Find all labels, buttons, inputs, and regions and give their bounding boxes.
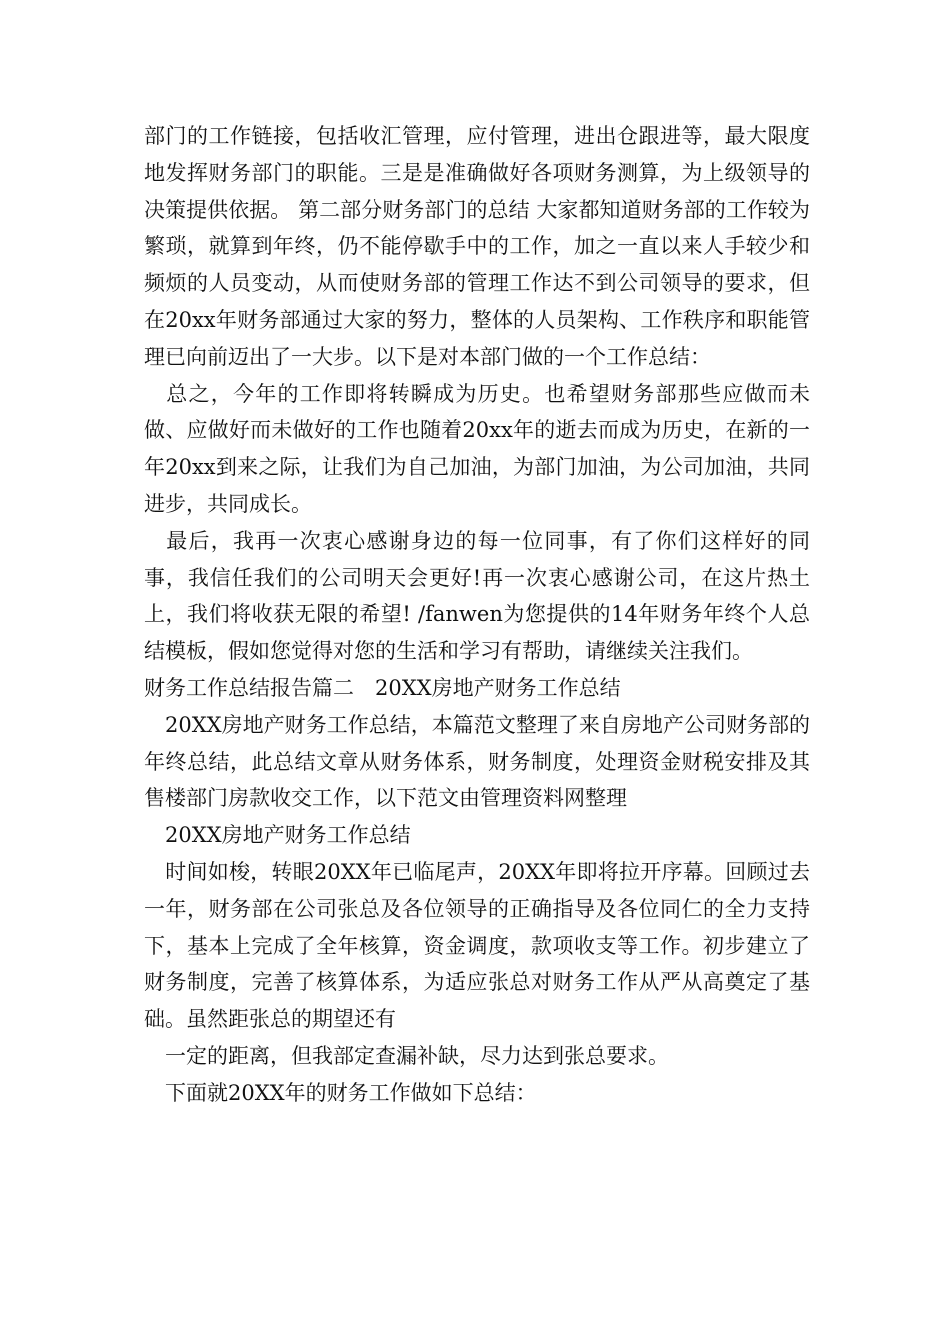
section-heading: 财务工作总结报告篇二 20XX房地产财务工作总结 [144,675,621,700]
subtitle: 20XX房地产财务工作总结 [144,823,411,848]
paragraph-thanks: 最后，我再一次衷心感谢身边的每一位同事，有了你们这样好的同事，我信任我们的公司明天会更好!再一次衷心感谢公司，在这片热土上，我们将收获无限的希望! /fanwen为您提供的14年财务年终个人总结模板，假如您觉得对您的生活和学习有帮助，请继续关注我们。 [144,528,810,664]
paragraph-continuation: 一定的距离，但我部定查漏补缺，尽力达到张总要求。 [144,1043,669,1068]
paragraph-closing: 下面就20XX年的财务工作做如下总结： [144,1080,537,1105]
paragraph-review: 时间如梭，转眼20XX年已临尾声，20XX年即将拉开序幕。回顾过去一年，财务部在公司张总及各位领导的正确指导及各位同仁的全力支持下，基本上完成了全年核算，资金调度，款项收支等工作。初步建立了财务制度，完善了核算体系，为适应张总对财务工作从严从高奠定了基础。虽然距张总的期望还有 [144,859,810,1032]
paragraph-conclusion: 总之，今年的工作即将转瞬成为历史。也希望财务部那些应做而未做、应做好而未做好的工作也随着20xx年的逝去而成为历史，在新的一年20xx到来之际，让我们为自己加油，为部门加油，为公司加油，共同进步，共同成长。 [144,381,810,516]
document-body [144,118,810,1112]
paragraph-department-summary: 部门的工作链接，包括收汇管理，应付管理，进出仓跟进等，最大限度地发挥财务部门的职能。三是是准确做好各项财务测算，为上级领导的决策提供依据。 第二部分财务部门的总结 大家都知道财务部的工作较为繁琐，就算到年终，仍不能停歇手中的工作，加之一直以来人手较少和频烦的人员变动，从而使财务部的管理工作达不到公司领导的要求，但在20xx年财务部通过大家的努力，整体的人员架构、工作秩序和职能管理已向前迈出了一大步。以下是对本部门做的一个工作总结： [144,124,810,369]
paragraph-intro: 20XX房地产财务工作总结，本篇范文整理了来自房地产公司财务部的年终总结，此总结文章从财务体系，财务制度，处理资金财税安排及其售楼部门房款收交工作，以下范文由管理资料网整理 [144,712,810,811]
